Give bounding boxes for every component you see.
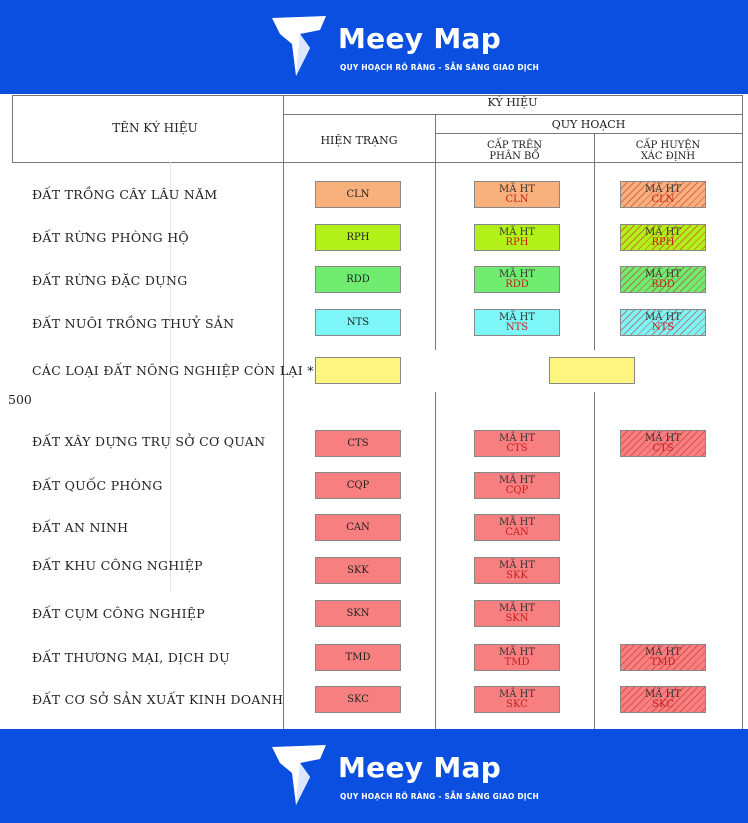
current-swatch: CTS <box>315 430 401 457</box>
stray-scale-text: 500 <box>8 392 32 407</box>
current-swatch: TMD <box>315 644 401 671</box>
brand-name: Meey Map <box>338 22 502 55</box>
swatch-text: MÃ HT <box>498 475 536 486</box>
swatch-text: MÃ HT <box>498 433 536 444</box>
swatch-code: RPH <box>651 237 675 248</box>
upper-swatch <box>474 266 560 293</box>
row-label: ĐẤT XÂY DỰNG TRỤ SỞ CƠ QUAN <box>32 434 266 449</box>
row-label: CÁC LOẠI ĐẤT NÔNG NGHIỆP CÒN LẠI * <box>32 363 314 378</box>
planning-column-divider-b <box>594 392 595 729</box>
district-swatch <box>620 181 706 208</box>
swatch-code: CLN <box>505 194 529 205</box>
upper-swatch <box>474 600 560 627</box>
row-label: ĐẤT RỪNG ĐẶC DỤNG <box>32 273 188 288</box>
current-swatch: CAN <box>315 514 401 541</box>
header-symbol: KÝ HIỆU <box>487 96 538 109</box>
swatch-text: MÃ HT <box>498 647 536 658</box>
header-district-line1: CẤP HUYỆN <box>635 140 701 151</box>
swatch-code: SKC <box>652 699 674 710</box>
row-label: ĐẤT AN NINH <box>32 520 129 535</box>
row-label: ĐẤT CỤM CÔNG NGHIỆP <box>32 606 206 621</box>
header-current: HIỆN TRẠNG <box>320 134 398 147</box>
upper-swatch <box>474 514 560 541</box>
current-swatch: RDD <box>315 266 401 293</box>
header-upper-line2: PHÂN BỔ <box>489 151 540 162</box>
swatch-text: MÃ HT <box>644 312 682 323</box>
upper-swatch <box>474 472 560 499</box>
swatch-text: MÃ HT <box>498 560 536 571</box>
swatch-text: MÃ HT <box>644 689 682 700</box>
table-top-border <box>12 95 742 96</box>
upper-swatch <box>474 644 560 671</box>
swatch-text: MÃ HT <box>644 647 682 658</box>
swatch-text: MÃ HT <box>498 517 536 528</box>
current-swatch: SKC <box>315 686 401 713</box>
district-swatch <box>620 266 706 293</box>
symbol-header-divider <box>283 114 742 115</box>
swatch-code: CTS <box>506 443 528 454</box>
planning-swatch <box>549 357 635 384</box>
row-label: ĐẤT RỪNG PHÒNG HỘ <box>32 230 189 245</box>
meey-logo-icon <box>270 743 332 809</box>
swatch-code: CQP <box>505 485 529 496</box>
brand-logo <box>270 14 539 84</box>
planning-header-divider <box>435 133 742 134</box>
current-swatch: SKN <box>315 600 401 627</box>
meey-logo-icon <box>270 14 332 80</box>
district-swatch <box>620 309 706 336</box>
swatch-text: MÃ HT <box>644 433 682 444</box>
current-swatch: RPH <box>315 224 401 251</box>
swatch-code: CAN <box>505 527 529 538</box>
swatch-code: SKC <box>506 699 528 710</box>
upper-swatch <box>474 686 560 713</box>
current-swatch: SKK <box>315 557 401 584</box>
row-label: ĐẤT KHU CÔNG NGHIỆP <box>32 558 203 573</box>
swatch-text: MÃ HT <box>498 689 536 700</box>
row-label: ĐẤT NUÔI TRỒNG THUỶ SẢN <box>32 316 235 331</box>
header-district-line2: XÁC ĐỊNH <box>640 151 696 162</box>
brand-name: Meey Map <box>338 751 502 784</box>
swatch-text: MÃ HT <box>498 227 536 238</box>
bottom-banner <box>0 729 748 823</box>
current-swatch: CLN <box>315 181 401 208</box>
upper-swatch <box>474 309 560 336</box>
swatch-code: TMD <box>650 657 676 668</box>
swatch-code: RDD <box>651 279 675 290</box>
name-column-divider <box>283 95 284 729</box>
swatch-code: CTS <box>652 443 674 454</box>
current-swatch: NTS <box>315 309 401 336</box>
swatch-text: MÃ HT <box>644 227 682 238</box>
legend-table <box>0 94 748 729</box>
swatch-code: CLN <box>651 194 675 205</box>
header-upper-line1: CẤP TRÊN <box>486 140 543 151</box>
swatch-code: RPH <box>505 237 529 248</box>
upper-swatch <box>474 181 560 208</box>
top-banner <box>0 0 748 94</box>
swatch-text: MÃ HT <box>498 312 536 323</box>
header-name-column: TÊN KÝ HIỆU <box>112 121 198 135</box>
brand-logo <box>270 743 539 813</box>
table-right-border <box>742 95 743 729</box>
row-label: ĐẤT QUỐC PHÒNG <box>32 478 163 493</box>
district-swatch <box>620 644 706 671</box>
current-swatch: CQP <box>315 472 401 499</box>
table-left-border <box>12 95 13 163</box>
row-label: ĐẤT TRỒNG CÂY LÂU NĂM <box>32 187 218 202</box>
swatch-text: MÃ HT <box>644 184 682 195</box>
swatch-code: NTS <box>505 322 529 333</box>
swatch-code: RDD <box>505 279 529 290</box>
upper-swatch <box>474 557 560 584</box>
brand-tagline: QUY HOẠCH RÕ RÀNG - SẴN SÀNG GIAO DỊCH <box>340 792 539 801</box>
current-swatch <box>315 357 401 384</box>
swatch-code: NTS <box>651 322 675 333</box>
swatch-code: TMD <box>504 657 530 668</box>
current-column-divider-b <box>435 392 436 729</box>
planning-column-divider-a <box>594 133 595 350</box>
upper-swatch <box>474 430 560 457</box>
header-planning: QUY HOẠCH <box>551 118 626 131</box>
brand-tagline: QUY HOẠCH RÕ RÀNG - SẴN SÀNG GIAO DỊCH <box>340 63 539 72</box>
swatch-code: SKN <box>505 613 529 624</box>
district-swatch <box>620 686 706 713</box>
swatch-text: MÃ HT <box>498 269 536 280</box>
swatch-text: MÃ HT <box>498 184 536 195</box>
district-swatch <box>620 430 706 457</box>
swatch-text: MÃ HT <box>498 603 536 614</box>
swatch-code: SKK <box>506 570 528 581</box>
upper-swatch <box>474 224 560 251</box>
row-label: ĐẤT CƠ SỞ SẢN XUẤT KINH DOANH <box>32 692 284 707</box>
swatch-text: MÃ HT <box>644 269 682 280</box>
district-swatch <box>620 224 706 251</box>
row-label: ĐẤT THƯƠNG MẠI, DỊCH DỤ <box>32 650 230 665</box>
